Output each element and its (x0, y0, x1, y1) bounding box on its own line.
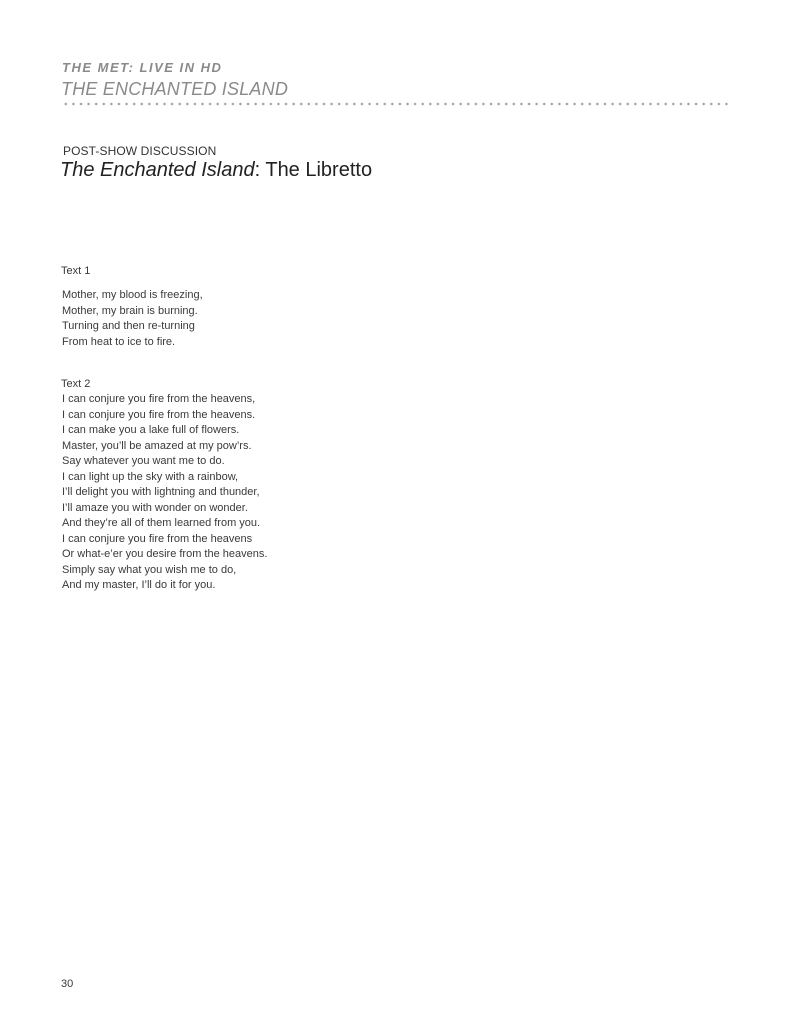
verse-line: I can make you a lake full of flowers. (62, 424, 240, 436)
verse-line: Or what-e’er you desire from the heavens. (62, 548, 268, 560)
dotted-divider (62, 102, 732, 106)
section-kicker: POST-SHOW DISCUSSION (63, 144, 217, 158)
verse-line: I’ll amaze you with wonder on wonder. (62, 501, 248, 514)
verse-line: And they’re all of them learned from you. (62, 517, 261, 529)
verse-line: From heat to ice to fire. (62, 335, 176, 348)
text2-label: Text 2 (61, 378, 91, 390)
series-label: THE MET: LIVE IN HD (62, 60, 223, 75)
text1-label: Text 1 (61, 265, 91, 277)
verse-line: I can light up the sky with a rainbow, (62, 470, 239, 483)
page-title-italic: The Enchanted Island (60, 159, 255, 181)
verse-line: Simply say what you wish me to do, (62, 563, 237, 576)
verse-line: I can conjure you fire from the heavens (62, 532, 253, 545)
text1-verse (62, 288, 203, 350)
verse-line: Master, you’ll be amazed at my pow’rs. (62, 439, 252, 452)
text2-verse (62, 392, 267, 594)
verse-line: And my master, I’ll do it for you. (62, 579, 216, 591)
verse-line: Turning and then re-turning (62, 320, 195, 332)
page-title-rest: : The Libretto (254, 159, 373, 181)
verse-line: I’ll delight you with lightning and thunder, (62, 486, 260, 498)
verse-line: Say whatever you want me to do. (62, 455, 225, 467)
verse-line: I can conjure you fire from the heavens. (62, 408, 256, 421)
verse-line: Mother, my brain is burning. (62, 304, 198, 317)
page-number: 30 (61, 978, 74, 990)
verse-line: Mother, my blood is freezing, (62, 289, 203, 301)
verse-line: I can conjure you fire from the heavens, (62, 393, 256, 405)
page-title (60, 159, 372, 182)
series-title: THE ENCHANTED ISLAND (61, 79, 289, 99)
